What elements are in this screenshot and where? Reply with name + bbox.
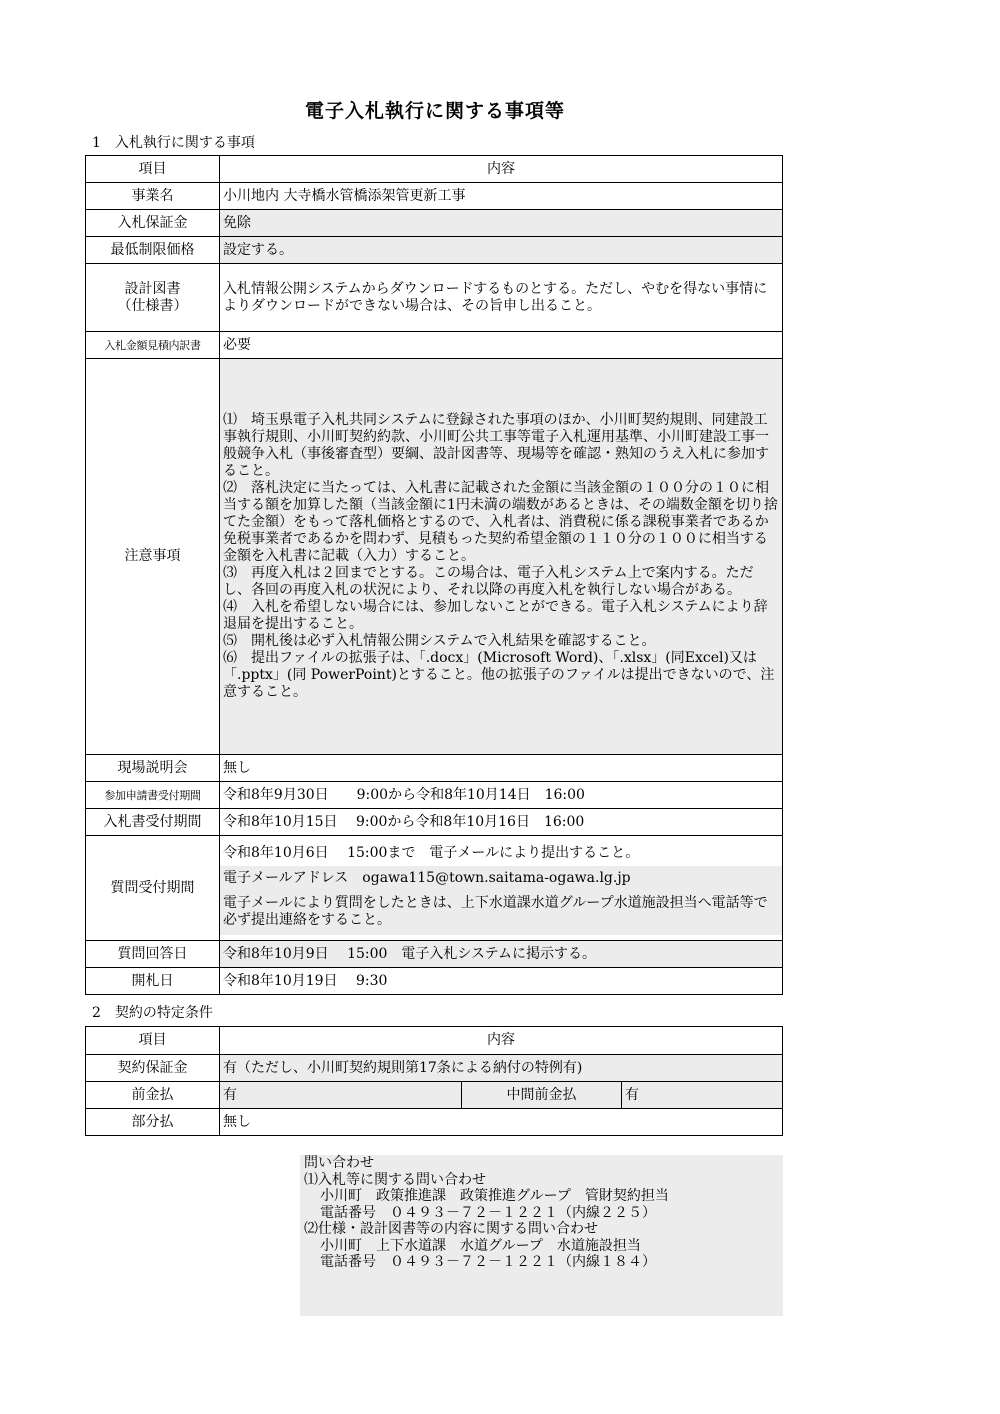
- label-design-docs-2: （仕様書）: [117, 297, 188, 314]
- value-answer-date: 令和8年10月9日 15:00 電子入札システムに掲示する。: [220, 941, 783, 968]
- section1-heading: 1 入札執行に関する事項: [92, 135, 255, 151]
- note-item: ⑹ 提出ファイルの拡張子は、「.docx」(Microsoft Word)、「.xlsx」(同Excel)又は「.pptx」(同 PowerPoint)とすること。他の拡張子のファイルは提出できないので、注意すること。: [223, 650, 775, 700]
- value-design-docs: 入札情報公開システムからダウンロードするものとする。ただし、やむを得ない事情によりダウンロードができない場合は、その旨申し出ること。: [220, 264, 783, 332]
- label-site-briefing: 現場説明会: [86, 755, 220, 782]
- value-application-period: 令和8年9月30日 9:00から令和8年10月14日 16:00: [220, 782, 783, 809]
- section2-heading: 2 契約の特定条件: [92, 1005, 213, 1021]
- value-interim-advance: 有: [622, 1082, 783, 1109]
- label-opening-date: 開札日: [86, 968, 220, 995]
- value-project-name: 小川地内 大寺橋水管橋添架管更新工事: [220, 183, 783, 210]
- row-opening-date: [86, 968, 783, 995]
- row-bid-period: [86, 809, 783, 836]
- row-project-name: [86, 183, 783, 210]
- row-site-briefing: [86, 755, 783, 782]
- contact-heading: 問い合わせ: [304, 1155, 374, 1171]
- row-advance-payment: [86, 1082, 783, 1109]
- label-bid-period: 入札書受付期間: [86, 809, 220, 836]
- value-bid-period: 令和8年10月15日 9:00から令和8年10月16日 16:00: [220, 809, 783, 836]
- value-site-briefing: 無し: [220, 755, 783, 782]
- label-interim-advance: 中間前金払: [462, 1082, 622, 1109]
- value-partial-payment: 無し: [220, 1109, 783, 1136]
- note-item: ⑵ 落札決定に当たっては、入札書に記載された金額に当該金額の１００分の１０に相当する額を加算した額（当該金額に1円未満の端数があるときは、その端数金額を切り捨てた金額）をもって落札価格とするので、入札者は、消費税に係る課税事業者であるか免税事業者であるかを問わず、見積もった契約希望金額の１１０分の１００に相当する金額を入札書に記載（入力）すること。: [223, 480, 778, 564]
- header-item: 項目: [86, 156, 220, 183]
- row-contract-bond: [86, 1055, 783, 1082]
- contact-item1: ⑴入札等に関する問い合わせ: [304, 1171, 486, 1188]
- value-estimate: 必要: [220, 332, 783, 359]
- bid-execution-table: [85, 155, 783, 995]
- contact-box: [300, 1155, 783, 1316]
- row-bid-bond: [86, 210, 783, 237]
- note-item: ⑶ 再度入札は２回までとする。この場合は、電子入札システム上で案内する。ただし、各回の再度入札の状況により、それ以降の再度入札を執行しない場合がある。: [223, 565, 754, 598]
- row-answer-date: [86, 941, 783, 968]
- contact-item2-tel: 電話番号 ０４９３－７２－１２２１（内線１８４）: [320, 1254, 656, 1270]
- question-email: 電子メールアドレス ogawa115@town.saitama-ogawa.lg.jp: [220, 866, 782, 889]
- page-title: 電子入札執行に関する事項等: [304, 100, 565, 122]
- contact-item1-dept: 小川町 政策推進課 政策推進グループ 管財契約担当: [320, 1188, 669, 1204]
- table-header-row: [86, 1027, 783, 1055]
- header-content: 内容: [220, 1027, 783, 1055]
- label-application-period: 参加申請書受付期間: [86, 782, 220, 809]
- row-min-price: [86, 237, 783, 264]
- value-min-price: 設定する。: [220, 237, 783, 264]
- row-partial-payment: [86, 1109, 783, 1136]
- value-contract-bond: 有（ただし、小川町契約規則第17条による納付の特例有): [220, 1055, 783, 1082]
- contact-item1-tel: 電話番号 ０４９３－７２－１２２１（内線２２５）: [320, 1204, 656, 1221]
- value-advance-payment: 有: [220, 1082, 462, 1109]
- value-bid-bond: 免除: [220, 210, 783, 237]
- label-advance-payment: 前金払: [86, 1082, 220, 1109]
- value-notes: [220, 359, 783, 755]
- label-partial-payment: 部分払: [86, 1109, 220, 1136]
- question-notice: 電子メールにより質問をしたときは、上下水道課水道グループ水道施設担当へ電話等で必ず提出連絡をすること。: [220, 889, 782, 935]
- label-notes: 注意事項: [86, 359, 220, 755]
- table-header-row: [86, 156, 783, 183]
- label-answer-date: 質問回答日: [86, 941, 220, 968]
- label-design-docs: [86, 264, 220, 332]
- note-item: ⑴ 埼玉県電子入札共同システムに登録された事項のほか、小川町契約規則、同建設工事執行規則、小川町契約約款、小川町公共工事等電子入札運用基準、小川町建設工事一般競争入札（事後審査型）要綱、設計図書等、現場等を確認・熟知のうえ入札に参加すること。: [223, 412, 769, 479]
- note-item: ⑸ 開札後は必ず入札情報公開システムで入札結果を確認すること。: [223, 633, 656, 649]
- row-question-period: [86, 836, 783, 941]
- label-question-period: 質問受付期間: [86, 836, 220, 941]
- value-opening-date: 令和8年10月19日 9:30: [220, 968, 783, 995]
- row-notes: [86, 359, 783, 755]
- contract-conditions-table: [85, 1026, 783, 1136]
- contact-item2: ⑵仕様・設計図書等の内容に関する問い合わせ: [304, 1221, 598, 1237]
- value-question-period: [220, 836, 783, 941]
- row-application-period: [86, 782, 783, 809]
- contact-item2-dept: 小川町 上下水道課 水道グループ 水道施設担当: [320, 1237, 641, 1254]
- label-design-docs-1: 設計図書: [124, 280, 181, 297]
- row-estimate: [86, 332, 783, 359]
- question-deadline: 令和8年10月6日 15:00まで 電子メールにより提出すること。: [220, 841, 782, 866]
- note-item: ⑷ 入札を希望しない場合には、参加しないことができる。電子入札システムにより辞退届を提出すること。: [223, 599, 768, 632]
- label-estimate: 入札金額見積内訳書: [86, 332, 220, 359]
- label-contract-bond: 契約保証金: [86, 1055, 220, 1082]
- label-min-price: 最低制限価格: [86, 237, 220, 264]
- label-bid-bond: 入札保証金: [86, 210, 220, 237]
- header-item: 項目: [86, 1027, 220, 1055]
- header-content: 内容: [220, 156, 783, 183]
- label-project-name: 事業名: [86, 183, 220, 210]
- row-design-docs: [86, 264, 783, 332]
